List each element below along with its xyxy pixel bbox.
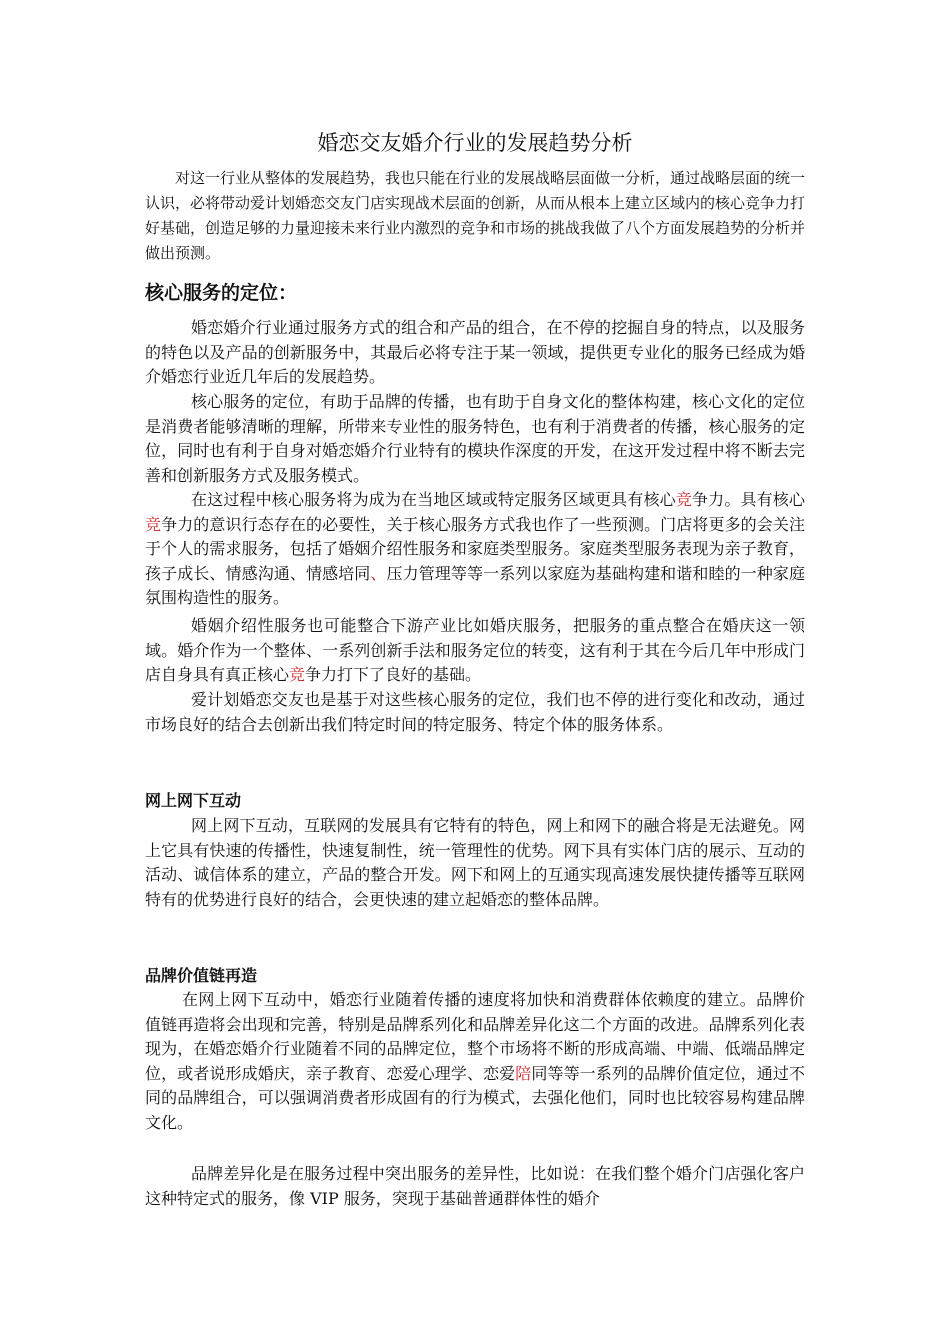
core-paragraph-4-text-a: 婚姻介绍性服务也可能整合下游产业比如婚庆服务，把服务的重点整合在婚庆这一领域。婚介作为一个整体、一系列创新手法和服务定位的转变，这有利于其在今后几年中形成门店自身具有真正核心 bbox=[145, 616, 805, 684]
brand-paragraph-1-text-a: 在网上网下互动中，婚恋行业随着传播的速度将加快和消费群体依赖度的建立。品牌价值链再造将会出现和完善，特别是品牌系列化和品牌差异化这二个方面的改进。品牌系列化表现为，在婚恋婚介行业随着不同的品牌定位，整个市场将不断的形成高端、中端、低端品牌定位，或者说形成婚庆，亲子教育、恋爱心理学、恋爱 bbox=[145, 990, 805, 1083]
brand-paragraph-2: 品牌差异化是在服务过程中突出服务的差异性，比如说：在我们整个婚介门店强化客户这种特定式的服务，像 VIP 服务，突现于基础普通群体性的婚介 bbox=[145, 1164, 805, 1208]
core-paragraph-4-highlight: 竞 bbox=[289, 665, 306, 684]
core-paragraph-3-text-a: 在这过程中核心服务将为成为在当地区域或特定服务区域更具有核心 bbox=[191, 490, 676, 509]
core-paragraph-3-highlight-2: 竞 bbox=[145, 514, 162, 534]
core-paragraph-4-text-c: 争力打下了良好的基础。 bbox=[305, 665, 482, 684]
section-heading-online-offline: 网上网下互动 bbox=[145, 791, 242, 810]
core-paragraph-2: 核心服务的定位，有助于品牌的传播，也有助于自身文化的整体构建，核心文化的定位是消费者能够清晰的理解，所带来专业性的服务特色，也有利于消费者的传播，核心服务的定位，同时也有利于自身对婚恋婚介行业特有的模块作深度的开发，在这开发过程中将不断去完善和创新服务方式及服务模式。 bbox=[145, 392, 805, 485]
core-paragraph-5: 爱计划婚恋交友也是基于对这些核心服务的定位，我们也不停的进行变化和改动，通过市场良好的结合去创新出我们特定时间的特定服务、特定个体的服务体系。 bbox=[145, 690, 805, 734]
brand-paragraph-1-highlight: 陪 bbox=[515, 1063, 532, 1083]
core-paragraph-3-text-c: 争力。具有核心 bbox=[692, 490, 805, 509]
core-paragraph-3-text-e: 争力的意识行态存在的必要性，关于核心服务方式我也作了一些预测。门店将更多的会关注于个人的需求服务，包括了婚姻介绍性服务和家庭类型服务。家庭类型服务表现为亲子教育，孩子成长、情感沟通、情感培同 bbox=[145, 514, 805, 583]
section-heading-brand-value-chain: 品牌价值链再造 bbox=[145, 966, 258, 985]
brand-paragraph-1 bbox=[145, 988, 805, 1135]
online-paragraph-1: 网上网下互动，互联网的发展具有它特有的特色，网上和网下的融合将是无法避免。网上它具有快速的传播性，快速复制性，统一管理性的优势。网下具有实体门店的展示、互动的活动、诚信体系的建立，产品的整合开发。网下和网上的互通实现高速发展快捷传播等互联网特有的优势进行良好的结合，会更快速的建立起婚恋的整体品牌。 bbox=[145, 816, 805, 909]
section-heading-core-service: 核心服务的定位： bbox=[145, 282, 298, 304]
core-paragraph-3 bbox=[145, 488, 805, 611]
core-paragraph-3-highlight-3: 、 bbox=[370, 563, 387, 583]
brand-paragraph-1-text-c: 同等等一系列的品牌价值定位，通过不同的品牌组合，可以强调消费者形成固有的行为模式，去强化他们，同时也比较容易构建品牌文化。 bbox=[145, 1063, 805, 1132]
intro-paragraph: 对这一行业从整体的发展趋势，我也只能在行业的发展战略层面做一分析，通过战略层面的统一认识，必将带动爱计划婚恋交友门店实现战术层面的创新，从而从根本上建立区域内的核心竞争力打好基础，创造足够的力量迎接未来行业内激烈的竞争和市场的挑战我做了八个方面发展趋势的分析并做出预测。 bbox=[145, 169, 806, 262]
core-paragraph-4 bbox=[145, 614, 805, 688]
page-title: 婚恋交友婚介行业的发展趋势分析 bbox=[317, 131, 633, 155]
core-paragraph-3-text-g: 压力管理等等一系列以家庭为基础构建和谐和睦的一种家庭氛围构造性的服务。 bbox=[145, 563, 805, 607]
core-paragraph-3-highlight-1: 竞 bbox=[675, 490, 692, 509]
core-paragraph-1: 婚恋婚介行业通过服务方式的组合和产品的组合，在不停的挖掘自身的特点，以及服务的特色以及产品的创新服务中，其最后必将专注于某一领域，提供更专业化的服务已经成为婚介婚恋行业近几年后的发展趋势。 bbox=[145, 318, 805, 386]
